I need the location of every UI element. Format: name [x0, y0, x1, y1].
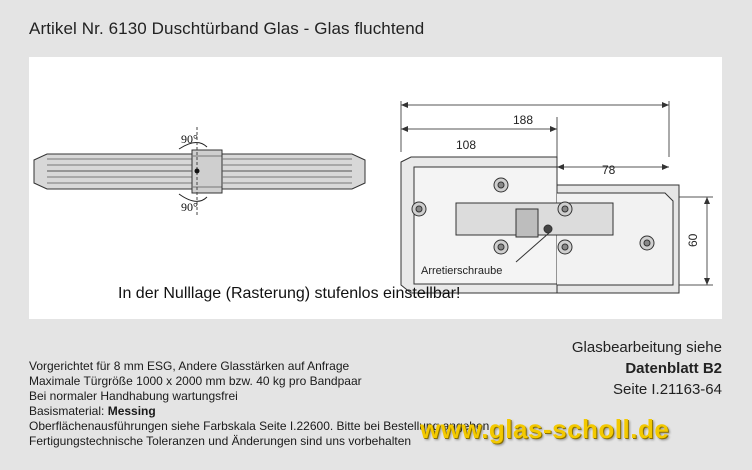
- angle-top-label: 90°: [181, 132, 198, 146]
- page-title: Artikel Nr. 6130 Duschtürband Glas - Glas fluchtend: [29, 19, 425, 38]
- side-view: [34, 127, 365, 215]
- spec-line: Bei normaler Handhabung wartungsfrei: [29, 389, 238, 403]
- spec-material-label: Basismaterial:: [29, 404, 108, 418]
- spec-line: Maximale Türgröße 1000 x 2000 mm bzw. 40 kg pro Bandpaar: [29, 374, 362, 388]
- drawing-panel: [29, 57, 722, 319]
- spec-line: Fertigungstechnische Toleranzen und Änderungen sind uns vorbehalten: [29, 434, 412, 448]
- website-watermark: www.glas-scholl.de: [420, 414, 670, 444]
- reference-page: Seite I.21163-64: [613, 381, 722, 398]
- callout-label: Arretierschraube: [421, 265, 503, 277]
- spec-material-value: Messing: [107, 404, 156, 418]
- spec-line: Vorgerichtet für 8 mm ESG, Andere Glasstärken auf Anfrage: [29, 359, 350, 373]
- angle-bottom-label: 90°: [181, 200, 198, 214]
- reference-block: [572, 337, 722, 400]
- drawing-caption: In der Nulllage (Rasterung) stufenlos einstellbar!: [118, 285, 461, 302]
- spec-line: Oberflächenausführungen siehe Farbskala Seite I.22600. Bitte bei Bestellung angeben: [29, 419, 490, 433]
- dim-height-label: 60: [686, 233, 700, 247]
- dim-overall-label: 188: [513, 113, 534, 127]
- reference-datasheet: Datenblatt B2: [625, 360, 722, 377]
- technical-drawing: [29, 57, 722, 319]
- dim-left-label: 108: [456, 138, 477, 152]
- dim-right-label: 78: [602, 163, 616, 177]
- reference-line-1: Glasbearbeitung siehe: [571, 339, 722, 356]
